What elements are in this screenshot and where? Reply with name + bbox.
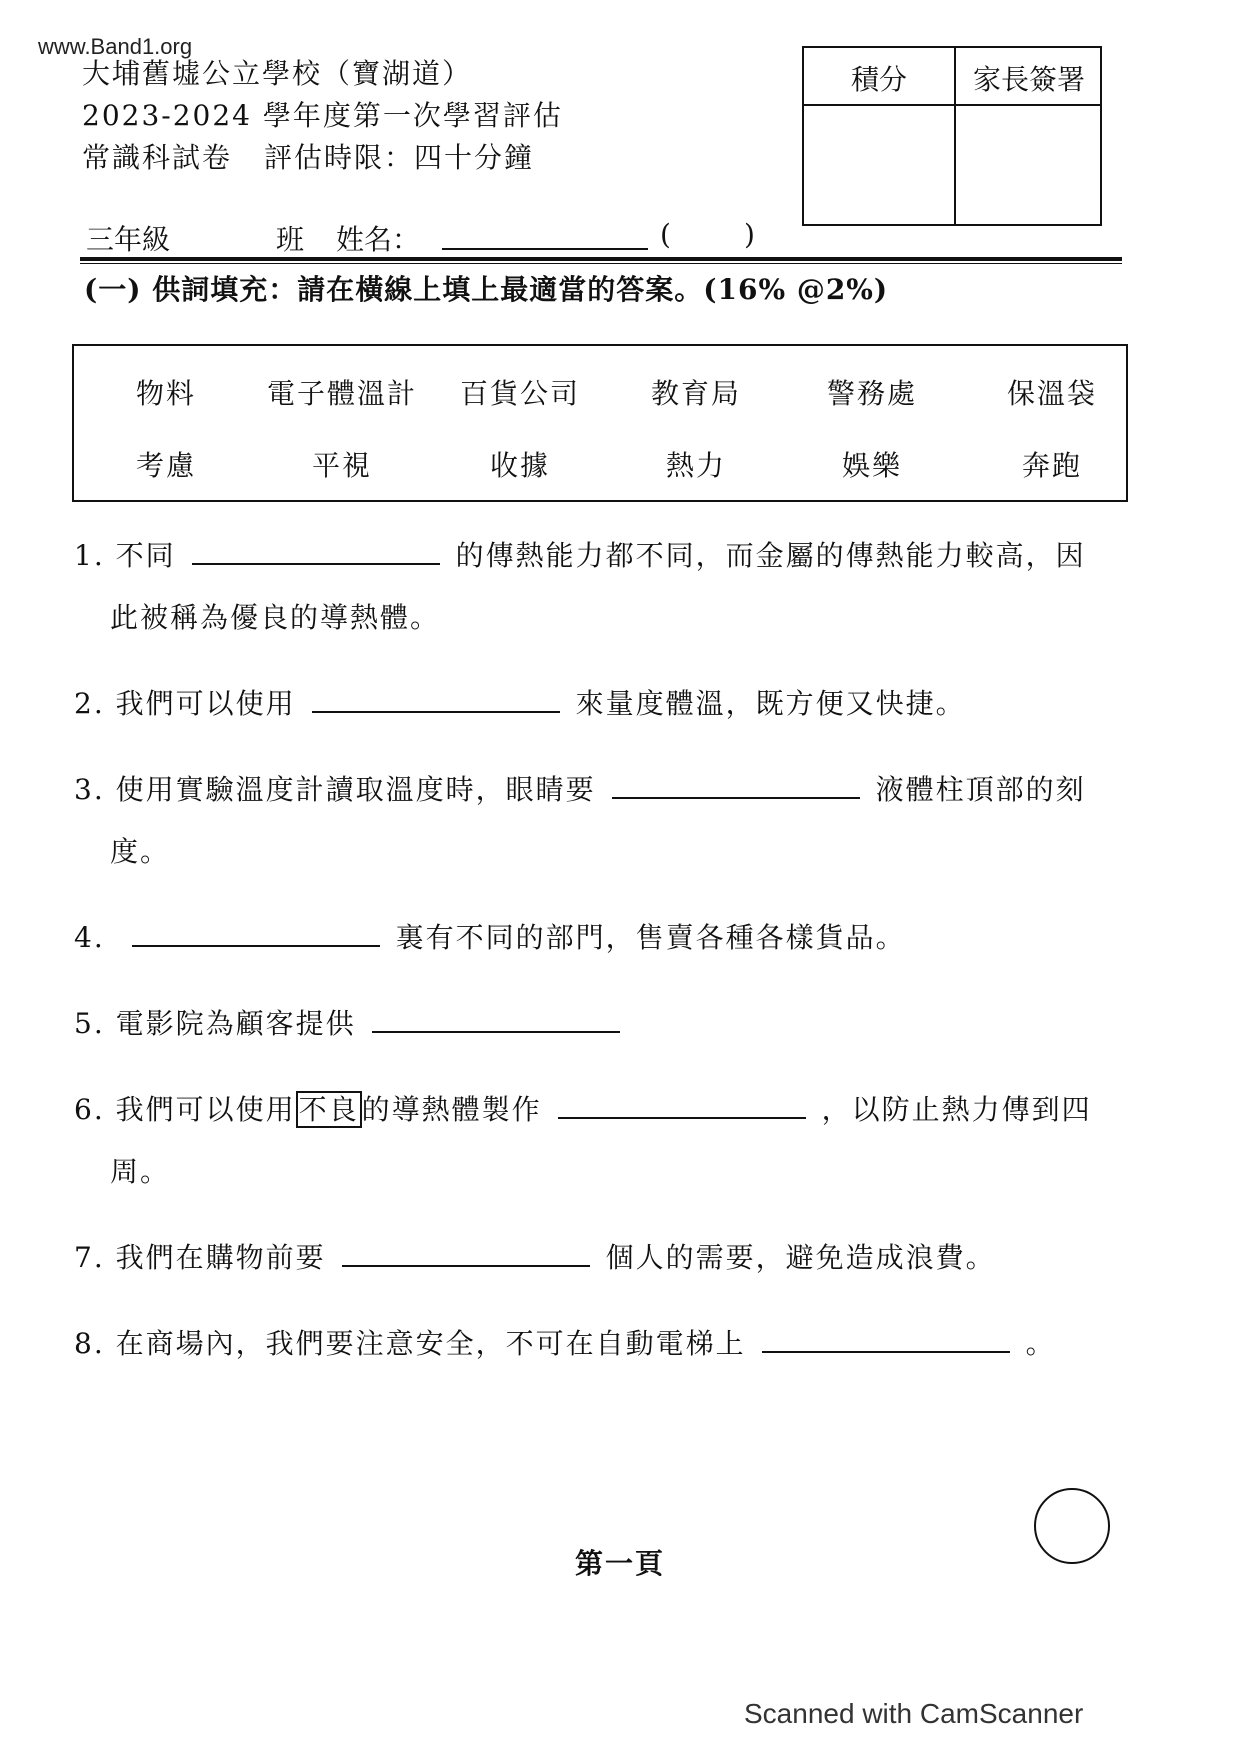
question-text: 使用實驗溫度計讀取溫度時，眼睛要	[115, 773, 596, 806]
question-1-continued: 此被稱為優良的導熱體。	[110, 601, 441, 634]
section-title: (一) 供詞填充：請在橫線上填上最適當的答案。(16% @2%)	[84, 273, 889, 306]
question-text: 在商場內，我們要注意安全，不可在自動電梯上	[115, 1327, 746, 1360]
word-bank	[72, 344, 1128, 502]
question-text: 不同	[115, 539, 176, 572]
question-2	[74, 682, 966, 722]
question-text: 。	[1025, 1327, 1056, 1360]
question-number: 7.	[74, 1241, 105, 1274]
word-bank-item: 收據	[489, 449, 551, 482]
question-8	[74, 1322, 1056, 1362]
answer-blank-5[interactable]	[372, 1009, 620, 1033]
question-text: 我們可以使用	[115, 687, 296, 720]
duration: 評估時限：四十分鐘	[264, 141, 535, 174]
answer-blank-7[interactable]	[342, 1243, 590, 1267]
question-text: 我們可以使用	[115, 1093, 296, 1126]
question-number: 3.	[74, 773, 105, 806]
parent-signature-label: 家長簽署	[972, 63, 1085, 96]
word-bank-item: 奔跑	[1021, 449, 1083, 482]
question-text: 的傳熱能力都不同，而金屬的傳熱能力較高，因	[455, 539, 1086, 572]
word-bank-item: 警務處	[826, 377, 918, 410]
question-text: 個人的需要，避免造成浪費。	[605, 1241, 996, 1274]
class-label: 班	[276, 223, 305, 256]
question-6-continued: 周。	[110, 1155, 171, 1188]
question-5	[74, 1002, 636, 1042]
class-number-paren-close: )	[744, 218, 755, 251]
question-3-continued: 度。	[110, 835, 171, 868]
answer-blank-2[interactable]	[312, 689, 560, 713]
answer-blank-4[interactable]	[132, 923, 380, 947]
word-bank-item: 教育局	[650, 377, 742, 410]
answer-blank-8[interactable]	[762, 1329, 1010, 1353]
question-number: 4.	[74, 921, 105, 954]
watermark: www.Band1.org	[38, 34, 193, 59]
grade-label: 三年級	[86, 223, 171, 256]
scanner-watermark: Scanned with CamScanner	[744, 1698, 1084, 1729]
class-number-paren-open: (	[660, 218, 671, 251]
page-number: 第一頁	[574, 1547, 665, 1580]
score-label: 積分	[850, 63, 907, 96]
question-text: 裏有不同的部門，售賣各種各樣貨品。	[395, 921, 906, 954]
header-rule	[80, 257, 1122, 261]
boxed-keyword: 不良	[296, 1091, 362, 1128]
word-bank-item: 保溫袋	[1006, 377, 1098, 410]
word-bank-item: 考慮	[135, 449, 197, 482]
word-bank-item: 物料	[135, 377, 197, 410]
question-7	[74, 1236, 996, 1276]
question-6	[74, 1088, 1092, 1128]
student-info-line	[86, 218, 755, 258]
question-3	[74, 768, 1086, 808]
answer-blank-3[interactable]	[612, 775, 860, 799]
question-text: ，以防止熱力傳到四	[821, 1093, 1092, 1126]
answer-blank-1[interactable]	[192, 541, 440, 565]
question-number: 6.	[74, 1093, 105, 1126]
name-blank[interactable]	[442, 248, 648, 250]
question-text: 電影院為顧客提供	[115, 1007, 356, 1040]
answer-blank-6[interactable]	[558, 1095, 806, 1119]
school-name: 大埔舊墟公立學校（寶湖道）	[82, 57, 473, 90]
term-title: 2023-2024 學年度第一次學習評估	[82, 99, 563, 132]
question-text: 來量度體溫，既方便又快捷。	[575, 687, 966, 720]
subject: 常識科試卷	[82, 141, 233, 174]
question-number: 1.	[74, 539, 105, 572]
word-bank-item: 熱力	[665, 449, 727, 482]
question-4	[74, 916, 906, 956]
question-number: 5.	[74, 1007, 105, 1040]
question-text: 我們在購物前要	[115, 1241, 326, 1274]
name-label: 姓名：	[336, 223, 421, 256]
header-rule-thin	[80, 263, 1122, 264]
question-text: 液體柱頂部的刻	[875, 773, 1086, 806]
word-bank-item: 娛樂	[841, 449, 903, 482]
word-bank-item: 平視	[311, 449, 373, 482]
question-number: 2.	[74, 687, 105, 720]
question-text: 的導熱體製作	[361, 1093, 542, 1126]
word-bank-item: 電子體溫計	[266, 377, 418, 410]
word-bank-item: 百貨公司	[459, 377, 581, 410]
question-1	[74, 534, 1086, 574]
subject-line	[82, 136, 534, 176]
score-box	[802, 46, 1102, 226]
question-number: 8.	[74, 1327, 105, 1360]
